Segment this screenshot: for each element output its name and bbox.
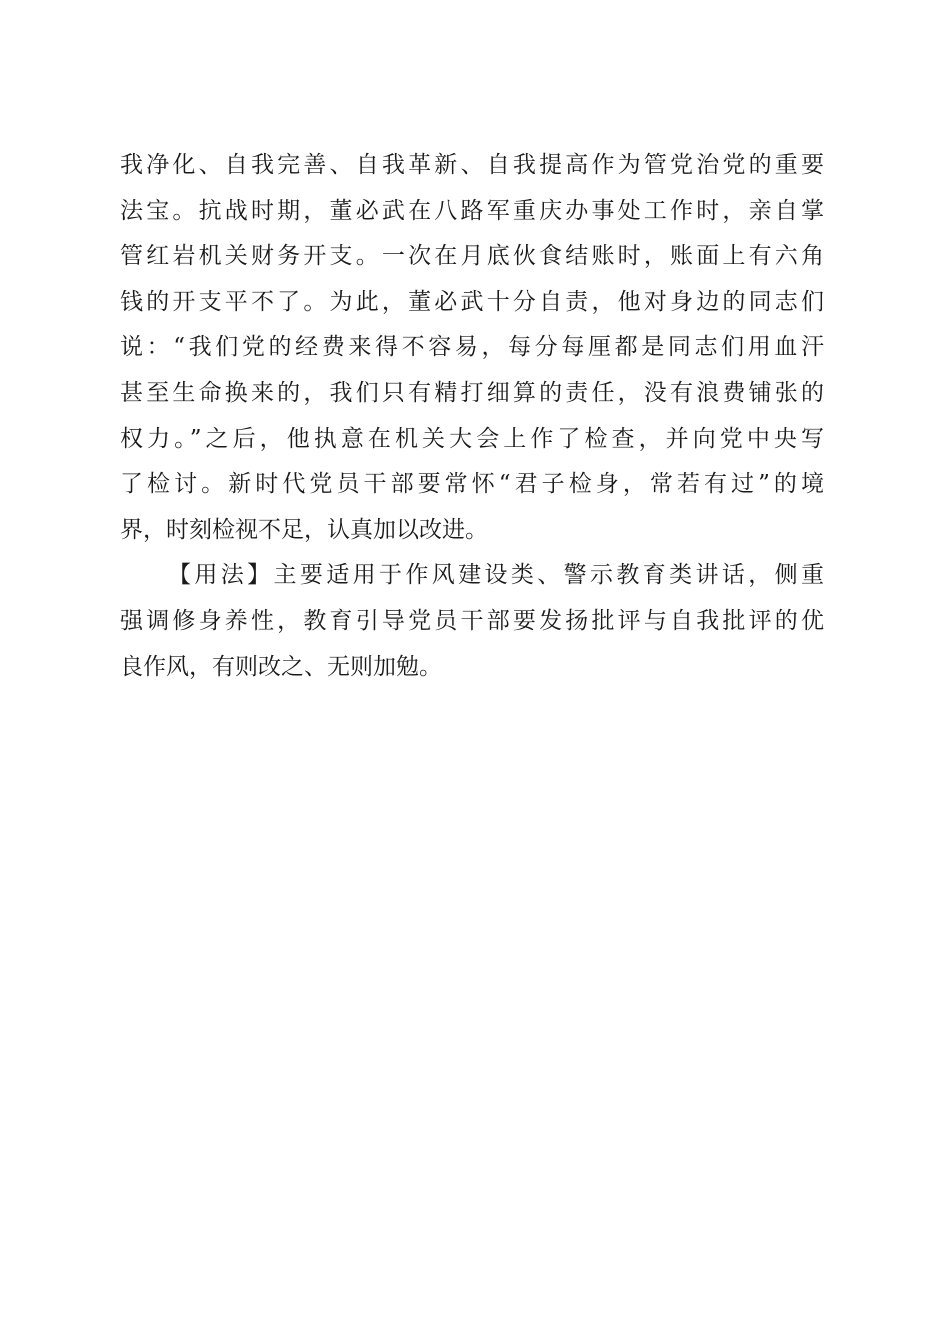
text-line: 强调修身养性，教育引导党员干部要发扬批评与自我批评的优 — [120, 607, 824, 634]
text-line: 管红岩机关财务开支。一次在月底伙食结账时，账面上有六角 — [120, 243, 824, 270]
text-line: 我净化、自我完善、自我革新、自我提高作为管党治党的重要 — [120, 152, 824, 178]
paragraph-story — [120, 143, 824, 553]
text-line: 了检讨。新时代党员干部要常怀“君子检身，常若有过”的境 — [120, 471, 824, 498]
text-line: 甚至生命换来的，我们只有精打细算的责任，没有浪费铺张的 — [120, 379, 824, 406]
paragraph-usage — [120, 553, 824, 690]
text-line: 权力。”之后，他执意在机关大会上作了检查，并向党中央写 — [120, 425, 824, 452]
text-line: 界，时刻检视不足，认真加以改进。 — [120, 516, 488, 543]
text-line: 【用法】主要适用于作风建设类、警示教育类讲话，侧重 — [168, 562, 824, 589]
text-line: 良作风，有则改之、无则加勉。 — [120, 653, 442, 680]
document-body — [120, 143, 824, 690]
text-line: 法宝。抗战时期，董必武在八路军重庆办事处工作时，亲自掌 — [120, 197, 824, 224]
text-line: 说：“我们党的经费来得不容易，每分每厘都是同志们用血汗 — [120, 334, 824, 361]
text-line: 钱的开支平不了。为此，董必武十分自责，他对身边的同志们 — [120, 288, 824, 315]
